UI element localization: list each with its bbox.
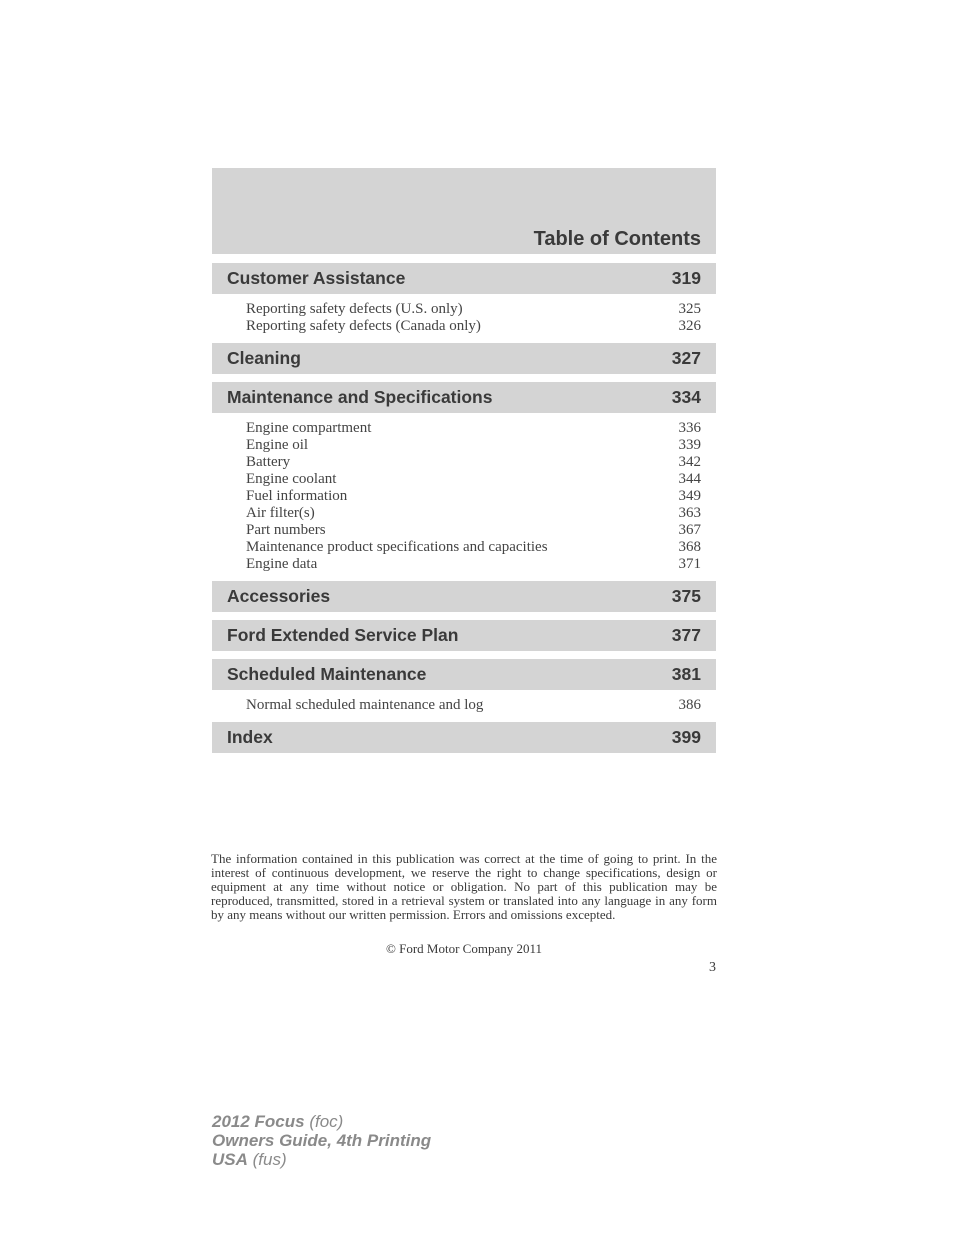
toc-section-page: 375 [671, 586, 701, 606]
toc-section-heading[interactable] [212, 620, 716, 651]
toc-title: Table of Contents [533, 228, 701, 250]
toc-subentry-label: Engine oil [246, 437, 309, 453]
toc-subentry[interactable] [246, 697, 701, 714]
toc-subentry[interactable] [246, 556, 701, 573]
imprint-edition: Owners Guide, 4th Printing [212, 1131, 432, 1150]
toc-subentry-list [212, 690, 716, 714]
toc-section-page: 334 [671, 387, 701, 407]
toc-section-title: Scheduled Maintenance [227, 664, 427, 684]
table-of-contents [212, 168, 716, 753]
toc-section-page: 381 [671, 664, 701, 684]
toc-subentry-label: Battery [246, 454, 291, 470]
toc-section [212, 263, 716, 335]
toc-section [212, 722, 716, 753]
toc-section-heading[interactable] [212, 382, 716, 413]
imprint-line-3 [212, 1150, 431, 1169]
toc-subentry-page: 371 [678, 556, 701, 572]
toc-subentry-page: 342 [678, 454, 701, 470]
toc-subentry-label: Fuel information [246, 488, 348, 504]
toc-subentry[interactable] [246, 488, 701, 505]
toc-section-heading[interactable] [212, 581, 716, 612]
toc-section-heading[interactable] [212, 722, 716, 753]
toc-subentry-page: 339 [678, 437, 701, 453]
disclaimer-text: The information contained in this publication was correct at the time of going to print. In the interest of continuous development, we reserve the right to change specifications, design or equipment at any time without notice or obligation. No part of this publication may be reproduced, transmitted, stored in a retrieval system or translated into any language in any form by any means without our written permission. Errors and omissions excepted. [211, 851, 717, 922]
toc-section-title: Accessories [227, 586, 331, 606]
toc-subentry-page: 344 [678, 471, 701, 487]
toc-subentry-list [212, 294, 716, 335]
toc-subentry[interactable] [246, 522, 701, 539]
toc-subentry-page: 326 [678, 318, 701, 334]
toc-subentry-page: 325 [678, 301, 701, 317]
imprint-model-code: (foc) [309, 1112, 344, 1131]
toc-section-heading[interactable] [212, 659, 716, 690]
toc-section-title: Maintenance and Specifications [227, 387, 493, 407]
imprint-line-2 [212, 1131, 431, 1150]
toc-subentry[interactable] [246, 318, 701, 335]
toc-subentry-label: Part numbers [246, 522, 326, 538]
toc-subentry[interactable] [246, 505, 701, 522]
toc-subentry-page: 368 [678, 539, 701, 555]
toc-subentry[interactable] [246, 539, 701, 556]
toc-subentry-page: 367 [678, 522, 701, 538]
toc-sections [212, 263, 716, 753]
toc-section [212, 382, 716, 573]
copyright-notice: © Ford Motor Company 2011 [385, 941, 542, 956]
toc-subentry-label: Air filter(s) [246, 505, 315, 521]
toc-subentry-page: 363 [678, 505, 701, 521]
toc-subentry[interactable] [246, 471, 701, 488]
toc-subentry-label: Engine data [246, 556, 318, 572]
imprint-market-code: (fus) [252, 1150, 287, 1169]
toc-section [212, 343, 716, 374]
toc-subentry-label: Engine compartment [246, 420, 372, 436]
toc-section-page: 377 [671, 625, 701, 645]
toc-section-page: 399 [671, 727, 701, 747]
toc-subentry-page: 336 [678, 420, 701, 436]
toc-section-page: 327 [671, 348, 701, 368]
toc-section-heading[interactable] [212, 263, 716, 294]
toc-subentry-page: 386 [678, 697, 701, 713]
imprint-market: USA [212, 1150, 248, 1169]
toc-subentry-label: Maintenance product specifications and capacities [246, 539, 548, 555]
toc-section [212, 581, 716, 612]
toc-section-title: Index [227, 727, 273, 747]
toc-section-heading[interactable] [212, 343, 716, 374]
toc-subentry[interactable] [246, 437, 701, 454]
toc-subentry-page: 349 [678, 488, 701, 504]
imprint-line-1 [212, 1112, 431, 1131]
toc-subentry-list [212, 413, 716, 573]
toc-subentry[interactable] [246, 454, 701, 471]
toc-subentry-label: Reporting safety defects (Canada only) [246, 318, 481, 334]
toc-subentry[interactable] [246, 301, 701, 318]
toc-subentry-label: Engine coolant [246, 471, 337, 487]
toc-subentry-label: Reporting safety defects (U.S. only) [246, 301, 463, 317]
page-number: 3 [709, 960, 716, 975]
toc-section [212, 620, 716, 651]
toc-section-page: 319 [671, 268, 701, 288]
imprint [212, 1112, 431, 1169]
toc-section-title: Customer Assistance [227, 268, 406, 288]
toc-section-title: Ford Extended Service Plan [227, 625, 459, 645]
toc-header [212, 168, 716, 254]
toc-section-title: Cleaning [227, 348, 301, 368]
toc-section [212, 659, 716, 714]
toc-subentry[interactable] [246, 420, 701, 437]
imprint-model: 2012 Focus [212, 1112, 305, 1131]
toc-subentry-label: Normal scheduled maintenance and log [246, 697, 484, 713]
